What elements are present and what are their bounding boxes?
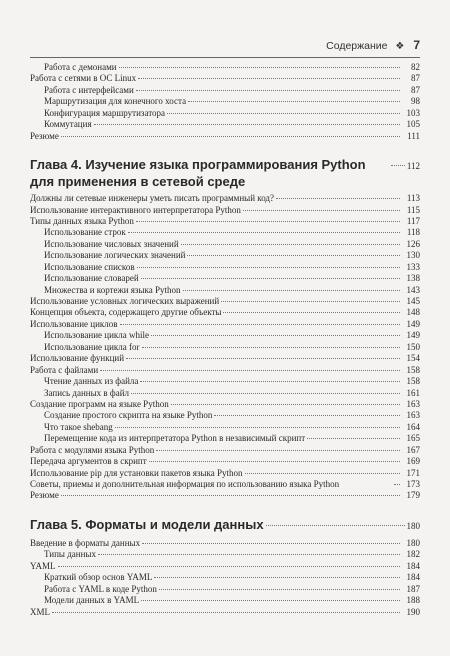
dot-leader: [126, 358, 400, 359]
toc-entry-title: Резюме: [30, 130, 59, 141]
toc-entry-page: 158: [406, 376, 420, 387]
toc-entry-page: 87: [411, 73, 420, 84]
toc-entry-page: 138: [406, 273, 420, 284]
toc-entry-title: Маршрутизация для конечного хоста: [44, 96, 187, 107]
dot-leader: [151, 335, 400, 336]
toc-entry-title: Что такое shebang: [44, 421, 113, 432]
dot-leader: [119, 67, 400, 68]
chapter-title: Глава 5. Форматы и модели данных: [30, 516, 264, 532]
dot-leader: [100, 370, 400, 371]
toc-entry[interactable]: [30, 108, 420, 119]
toc-entry-page: 161: [406, 387, 420, 398]
toc-entry-title: Использование цикла for: [44, 341, 140, 352]
toc-entry-page: 148: [406, 307, 420, 318]
dot-leader: [188, 101, 400, 102]
toc-entry-page: 103: [406, 107, 420, 118]
dot-leader: [221, 301, 400, 302]
toc-entry-page: 105: [406, 119, 420, 130]
toc-entry-title: Передача аргументов в скрипт: [30, 456, 147, 467]
toc-entry[interactable]: [30, 296, 420, 307]
toc-entry-page: 149: [406, 330, 420, 341]
toc-entry-title: Использование числовых значений: [44, 238, 179, 249]
toc-entry-title: Перемещение кода из интерпретатора Python в независимый скрипт: [44, 433, 306, 444]
toc-entry-title: Использование функций: [30, 353, 125, 364]
toc-entry-title: Работа с сетями в ОС Linux: [30, 73, 137, 84]
toc-entry-page: 180: [406, 537, 420, 548]
toc-entry-title: Использование условных логических выражений: [30, 296, 220, 306]
toc-entry-title: Использование циклов: [30, 318, 118, 329]
dot-leader: [181, 244, 400, 245]
dot-leader: [138, 78, 400, 79]
toc-entry-title: Создание программ на языке Python: [30, 398, 169, 409]
toc-entry-title: YAML: [30, 560, 56, 571]
toc-entry[interactable]: [30, 73, 420, 84]
dot-leader: [245, 473, 400, 474]
dot-leader: [94, 124, 400, 125]
toc-entry-page: 130: [406, 250, 420, 261]
dot-leader: [149, 461, 400, 462]
toc-entry[interactable]: [30, 490, 420, 501]
toc-entry[interactable]: [30, 273, 420, 284]
toc-entry-title: Должны ли сетевые инженеры уметь писать программный код?: [30, 193, 275, 204]
dot-leader: [128, 232, 400, 233]
toc-entry-title: Использование строк: [44, 227, 126, 238]
dot-leader: [58, 566, 400, 567]
dot-leader: [183, 290, 400, 291]
dot-leader: [140, 381, 400, 382]
toc-entry[interactable]: [30, 607, 420, 618]
toc-entry[interactable]: [30, 468, 420, 479]
toc-entry[interactable]: [30, 131, 420, 142]
toc-entry-page: 188: [406, 595, 420, 606]
dot-leader: [307, 438, 400, 439]
toc-entry[interactable]: [30, 538, 420, 549]
toc-entry-page: 164: [406, 421, 420, 432]
section-gap: [30, 502, 420, 510]
toc-entry[interactable]: [30, 85, 420, 96]
toc-entry[interactable]: [30, 250, 420, 261]
toc-entry[interactable]: [30, 205, 420, 216]
toc-entry-page: 173: [406, 479, 420, 489]
dot-leader: [171, 404, 400, 405]
diamond-ornament-icon: ❖: [395, 41, 405, 52]
toc-entry[interactable]: [30, 319, 420, 330]
toc-entry-page: 111: [407, 130, 420, 141]
toc-entry-page: 117: [406, 215, 420, 226]
dot-leader: [52, 612, 400, 613]
toc-section-chapter-5: [30, 538, 420, 618]
dot-leader: [141, 600, 400, 601]
toc-entry[interactable]: [30, 193, 420, 204]
dot-leader: [156, 450, 400, 451]
toc-entry-page: 98: [411, 96, 420, 107]
toc-entry-title: Использование списков: [44, 261, 135, 272]
toc-entry[interactable]: [30, 119, 420, 130]
toc-entry[interactable]: [30, 399, 420, 410]
toc-entry-page: 87: [411, 84, 420, 95]
toc-entry-page: 115: [406, 204, 420, 215]
toc-entry-page: 126: [406, 238, 420, 249]
dot-leader: [131, 393, 400, 394]
toc-entry-title: Множества и кортежи языка Python: [44, 284, 181, 295]
toc-entry-page: 179: [406, 490, 420, 501]
toc-entry[interactable]: [30, 433, 420, 444]
toc-entry-title: Создание простого скрипта на языке Python: [44, 410, 213, 421]
toc-entry-page: 171: [406, 467, 420, 478]
toc-section-chapter-4: [30, 193, 420, 502]
toc-entry-page: 145: [406, 296, 420, 306]
chapter-5-heading[interactable]: [30, 516, 420, 535]
toc-entry-page: 184: [406, 560, 420, 571]
dot-leader: [394, 484, 400, 485]
dot-leader: [137, 267, 400, 268]
toc-entry-page: 187: [406, 583, 420, 594]
toc-entry[interactable]: [30, 561, 420, 572]
dot-leader: [243, 210, 400, 211]
running-header: [0, 38, 420, 52]
toc-entry[interactable]: [30, 330, 420, 341]
dot-leader: [159, 589, 400, 590]
toc-entry-page: 133: [406, 261, 420, 272]
toc-entry-title: Использование интерактивного интерпретатора Python: [30, 204, 241, 215]
dot-leader: [276, 198, 400, 199]
toc-entry-page: 190: [406, 606, 420, 617]
toc-entry[interactable]: [30, 285, 420, 296]
toc-entry[interactable]: [30, 62, 420, 73]
dot-leader: [61, 495, 400, 496]
chapter-title: Глава 4. Изучение языка программирования Python для применения в сетевой среде: [30, 157, 366, 190]
toc-entry-page: 184: [406, 572, 420, 583]
toc-entry[interactable]: [30, 572, 420, 583]
dot-leader: [142, 347, 400, 348]
dot-leader: [187, 255, 400, 256]
toc-entry-title: Типы данных: [44, 549, 96, 560]
toc-entry-title: Краткий обзор основ YAML: [44, 572, 153, 583]
toc-entry[interactable]: [30, 422, 420, 433]
dot-leader: [115, 427, 400, 428]
toc-entry[interactable]: [30, 227, 420, 238]
toc-entry[interactable]: [30, 410, 420, 421]
dot-leader: [120, 324, 400, 325]
chapter-page: 180: [406, 520, 420, 531]
toc-entry-page: 169: [406, 456, 420, 467]
toc-entry-title: Резюме: [30, 490, 59, 501]
toc-entry-title: Введение в форматы данных: [30, 537, 141, 548]
table-of-contents: [30, 62, 420, 618]
toc-entry[interactable]: [30, 584, 420, 595]
section-gap: [30, 142, 420, 150]
toc-entry-title: Работа с демонами: [44, 62, 117, 72]
toc-entry-title: Работа с интерфейсами: [44, 84, 134, 95]
header-page-number: 7: [413, 38, 420, 52]
toc-entry[interactable]: [30, 595, 420, 606]
toc-entry-title: Типы данных языка Python: [30, 215, 134, 226]
toc-entry-page: 113: [406, 193, 420, 204]
toc-entry-title: Работа с модулями языка Python: [30, 444, 155, 455]
toc-entry-title: Советы, приемы и дополнительная информация по использованию языка Python: [30, 479, 340, 489]
toc-entry-title: XML: [30, 606, 50, 617]
toc-entry-title: Работа с файлами: [30, 364, 99, 375]
toc-entry[interactable]: [30, 216, 420, 227]
toc-entry-title: Чтение данных из файла: [44, 376, 139, 387]
dot-leader: [214, 415, 400, 416]
toc-entry[interactable]: [30, 479, 420, 490]
toc-entry[interactable]: [30, 342, 420, 353]
dot-leader: [167, 113, 400, 114]
toc-entry-page: 150: [406, 341, 420, 352]
dot-leader: [142, 543, 400, 544]
toc-entry[interactable]: [30, 96, 420, 107]
toc-entry-page: 154: [406, 353, 420, 364]
dot-leader: [223, 312, 400, 313]
chapter-page: 112: [406, 161, 420, 172]
dot-leader: [266, 525, 405, 526]
toc-entry-page: 165: [406, 433, 420, 444]
dot-leader: [98, 554, 400, 555]
dot-leader: [154, 577, 400, 578]
toc-entry-page: 118: [406, 227, 420, 238]
toc-entry[interactable]: [30, 307, 420, 318]
toc-entry[interactable]: [30, 365, 420, 376]
toc-entry[interactable]: [30, 353, 420, 364]
chapter-4-heading[interactable]: [30, 156, 420, 190]
toc-entry-page: 158: [406, 364, 420, 375]
header-rule: [30, 57, 420, 58]
dot-leader: [61, 136, 400, 137]
toc-entry-title: Коммутация: [44, 119, 92, 130]
header-section-title: Содержание: [326, 40, 388, 52]
toc-entry-title: Использование цикла while: [44, 330, 150, 341]
toc-entry-page: 163: [406, 410, 420, 421]
toc-entry-title: Использование pip для установки пакетов языка Python: [30, 467, 243, 478]
toc-entry-page: 82: [411, 62, 420, 72]
toc-entry-page: 167: [406, 444, 420, 455]
toc-entry-page: 143: [406, 284, 420, 295]
dot-leader: [391, 165, 405, 166]
toc-entry[interactable]: [30, 549, 420, 560]
toc-entry-title: Запись данных в файл: [44, 387, 130, 398]
toc-entry[interactable]: [30, 239, 420, 250]
toc-entry-page: 182: [406, 549, 420, 560]
dot-leader: [141, 278, 400, 279]
toc-entry-title: Работа с YAML в коде Python: [44, 583, 157, 594]
dot-leader: [136, 90, 400, 91]
toc-section-top: [30, 62, 420, 142]
toc-entry-title: Использование словарей: [44, 273, 139, 284]
toc-entry-page: 149: [406, 318, 420, 329]
toc-entry[interactable]: [30, 262, 420, 273]
toc-entry-title: Модели данных в YAML: [44, 595, 140, 606]
toc-entry[interactable]: [30, 456, 420, 467]
toc-entry-title: Использование логических значений: [44, 250, 186, 261]
toc-entry[interactable]: [30, 376, 420, 387]
toc-entry-title: Конфигурация маршрутизатора: [44, 107, 166, 118]
dot-leader: [136, 221, 400, 222]
toc-entry[interactable]: [30, 445, 420, 456]
toc-entry[interactable]: [30, 388, 420, 399]
toc-entry-page: 163: [406, 398, 420, 409]
toc-entry-title: Концепция объекта, содержащего другие объекты: [30, 307, 222, 318]
